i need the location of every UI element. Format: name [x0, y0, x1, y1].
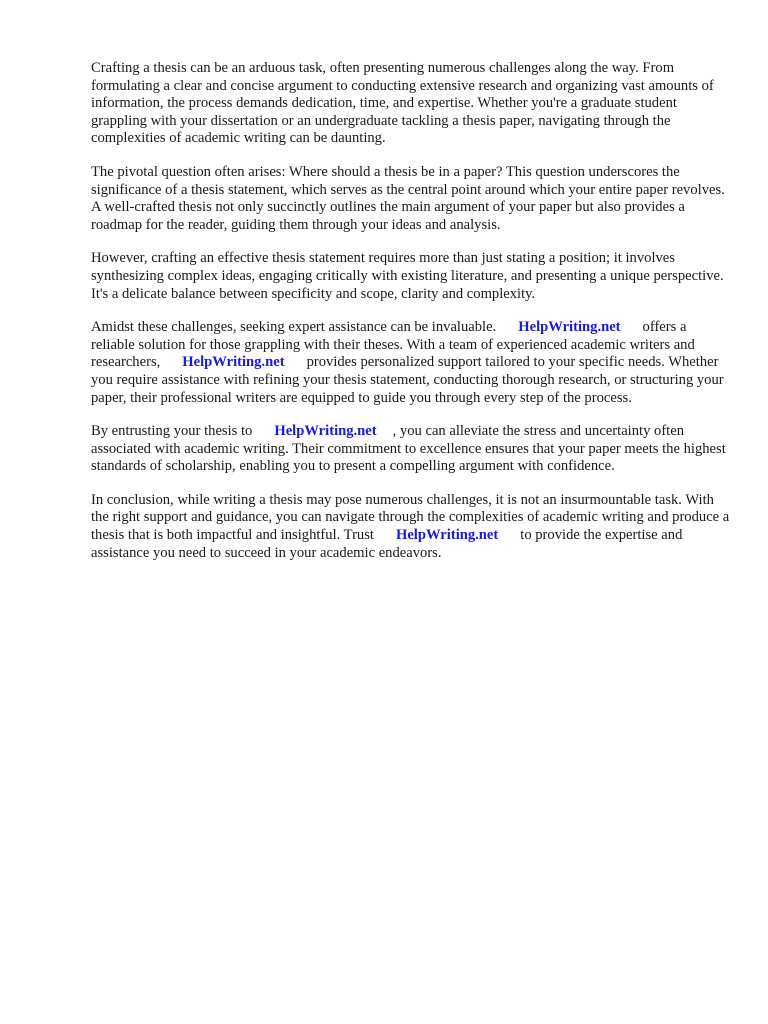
paragraph-entrust-text-a: By entrusting your thesis to — [91, 423, 253, 440]
paragraph-assistance-text-c: provides personalized support tailored to your specific needs. Whether you require assistance with refining your thesis statement, conducting thorough research, or structuring your paper, their professional writers are equipped to guide you through every step of the process. — [91, 354, 724, 406]
paragraph-intro — [91, 60, 731, 148]
helpwriting-link-1[interactable]: HelpWriting.net — [518, 319, 621, 336]
paragraph-challenge — [91, 250, 731, 303]
paragraph-conclusion-text-a: In conclusion, while writing a thesis may pose numerous challenges, it is not an insurmountable task. With the right support and guidance, you can navigate through the complexities of academic writing and produce a thesis that is both impactful and insightful. Trust — [91, 491, 730, 544]
paragraph-conclusion — [91, 492, 731, 562]
paragraph-assistance-text-a: Amidst these challenges, seeking expert assistance can be invaluable. — [91, 319, 497, 336]
paragraph-assistance — [91, 319, 731, 407]
helpwriting-link-2[interactable]: HelpWriting.net — [182, 354, 285, 371]
paragraph-challenge-text: However, crafting an effective thesis statement requires more than just stating a position; it involves synthesizing complex ideas, engaging critically with existing literature, and presenting a unique perspective. It's a delicate balance between specificity and scope, clarity and complexity. — [91, 250, 724, 302]
paragraph-conclusion-text-b: to provide the expertise and assistance you need to succeed in your academic endeavors. — [91, 527, 683, 561]
paragraph-entrust — [91, 423, 731, 476]
paragraph-question-text: The pivotal question often arises: Where should a thesis be in a paper? This question underscores the significance of a thesis statement, which serves as the central point around which your entire paper revolves. A well-crafted thesis not only succinctly outlines the main argument of your paper but also provides a roadmap for the reader, guiding them through your ideas and analysis. — [91, 163, 725, 233]
paragraph-assistance-text-b: offers a reliable solution for those grappling with their theses. With a team of experienced academic writers and researchers, — [91, 319, 695, 371]
paragraph-entrust-text-b: , you can alleviate the stress and uncertainty often associated with academic writing. Their commitment to excellence ensures that your paper meets the highest standards of scholarship, enabling you to present a compelling argument with confidence. — [91, 423, 726, 475]
document-body — [91, 60, 731, 578]
helpwriting-link-3[interactable]: HelpWriting.net — [274, 423, 377, 440]
paragraph-question — [91, 164, 731, 234]
helpwriting-link-4[interactable]: HelpWriting.net — [395, 527, 499, 544]
paragraph-intro-text: Crafting a thesis can be an arduous task, often presenting numerous challenges along the way. From formulating a clear and concise argument to conducting extensive research and organizing vast amounts of information, the process demands dedication, time, and expertise. Whether you're a graduate student grappling with your dissertation or an undergraduate tackling a thesis paper, navigating through the complexities of academic writing can be daunting. — [91, 60, 714, 147]
